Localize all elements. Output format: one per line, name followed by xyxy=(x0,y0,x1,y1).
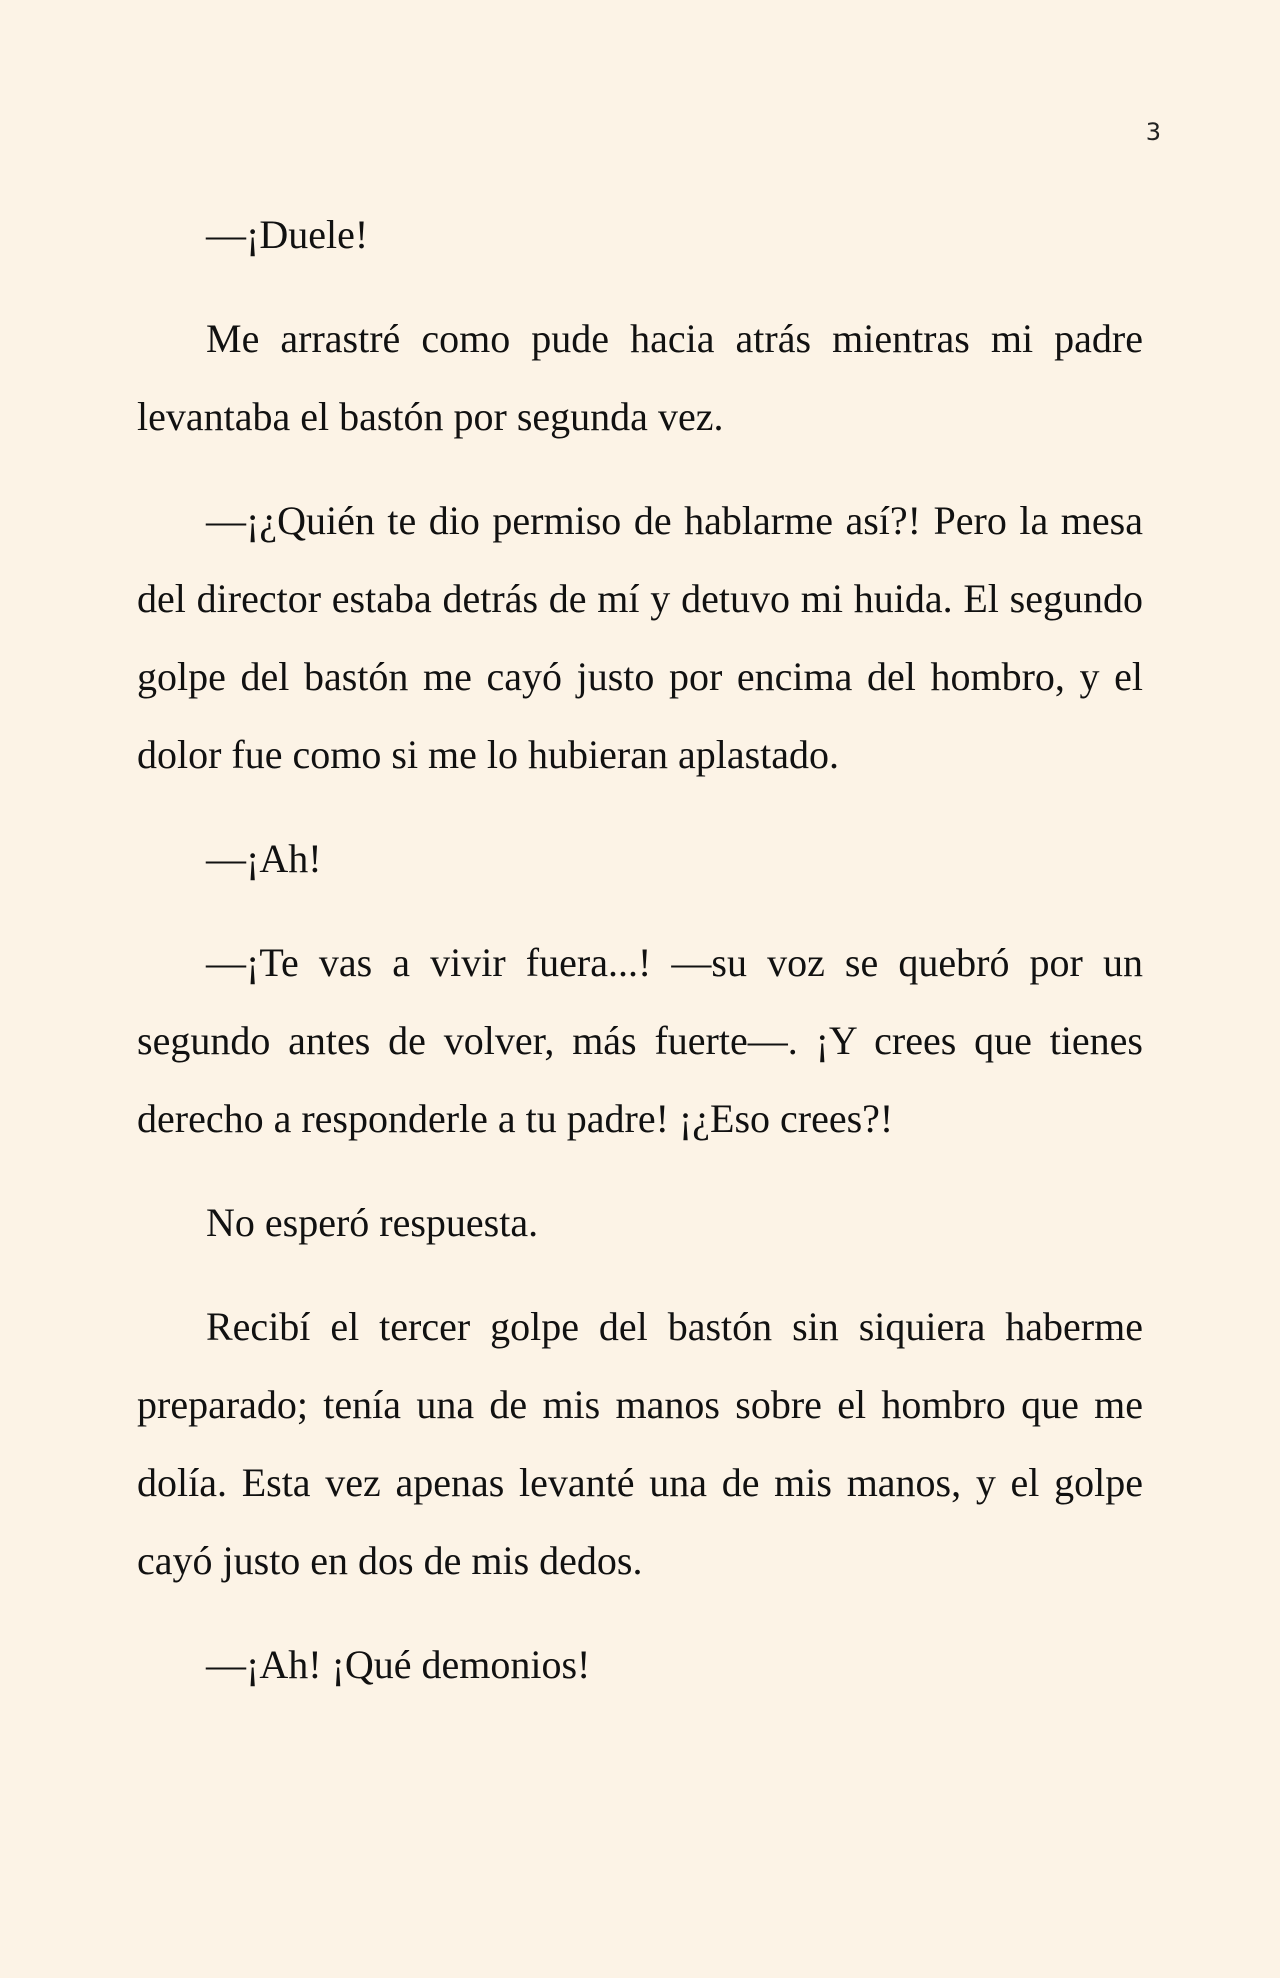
paragraph: Me arrastré como pude hacia atrás mientras mi padre levantaba el bastón por segunda vez. xyxy=(137,316,1143,439)
paragraph: —¡Ah! ¡Qué demonios! xyxy=(206,1642,591,1687)
paragraph: —¡¿Quién te dio permiso de hablarme así?! Pero la mesa del director estaba detrás de mí y detuvo mi huida. El segundo golpe del bastón me cayó justo por encima del hombro, y el dolor fue como si me lo hubieran aplastado. xyxy=(137,498,1143,777)
paragraph: —¡Te vas a vivir fuera...! —su voz se quebró por un segundo antes de volver, más fuerte—. ¡Y crees que tienes derecho a responderle a tu padre! ¡¿Eso crees?! xyxy=(137,940,1143,1141)
page-number: 3 xyxy=(1145,118,1161,146)
paragraph: —¡Duele! xyxy=(206,212,369,257)
paragraph: —¡Ah! xyxy=(206,836,322,881)
paragraph: No esperó respuesta. xyxy=(206,1200,539,1245)
paragraph: Recibí el tercer golpe del bastón sin siquiera haberme preparado; tenía una de mis manos sobre el hombro que me dolía. Esta vez apenas levanté una de mis manos, y el golpe cayó justo en dos de mis dedos. xyxy=(137,1304,1143,1583)
body-text xyxy=(137,196,1143,1730)
